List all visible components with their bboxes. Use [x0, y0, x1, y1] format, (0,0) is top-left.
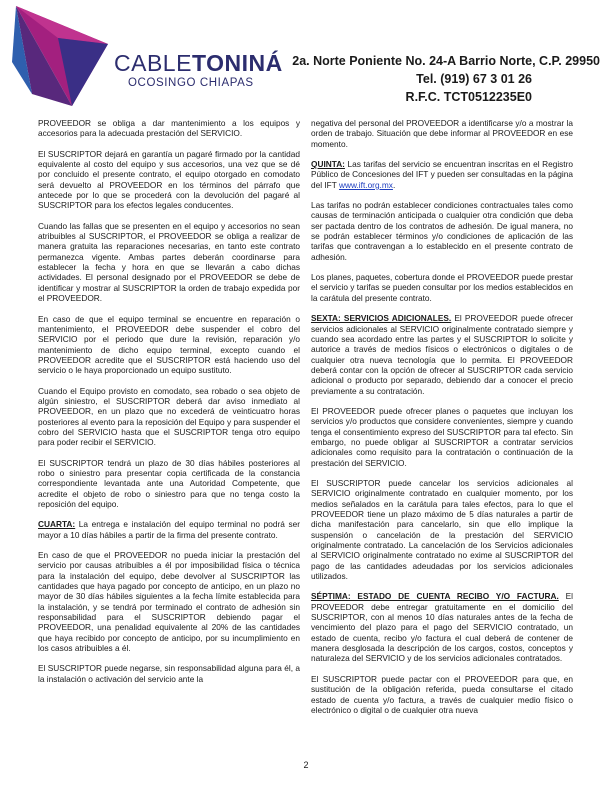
- brand-name: [114, 52, 283, 75]
- contact-info: [260, 52, 600, 106]
- paragraph: [38, 386, 300, 448]
- clause-heading: SÉPTIMA: ESTADO DE CUENTA RECIBO Y/O FACTURA.: [311, 591, 559, 602]
- paragraph-tail: .: [392, 179, 396, 190]
- paragraph-text: El SUSCRIPTOR tendrá un plazo de 30 días hábiles posteriores al robo o siniestro para presentar copia certificada de la constancia correspondiente levantada ante una Autoridad Competente, que acredite el objeto de robo o siniestro para que no tenga costo la reposición del equipo.: [38, 457, 300, 509]
- paragraph-text: negativa del personal del PROVEEDOR a identificarse y/o a mostrar la orden de trabajo. Situación que debe informar al PROVEEDOR en ese momento.: [311, 118, 573, 149]
- paragraph: [311, 406, 573, 468]
- paragraph: [311, 159, 573, 190]
- paragraph-text: La entrega e instalación del equipo terminal no podrá ser mayor a 10 días hábiles a partir de la firma del presente contrato.: [38, 519, 300, 540]
- paragraph: [311, 674, 573, 715]
- brand-name-light: CABLE: [114, 50, 192, 76]
- clause-heading: CUARTA:: [38, 519, 76, 530]
- paragraph-text: Los planes, paquetes, cobertura donde el PROVEEDOR puede prestar el servicio y tarifas se pueden consultar por los medios establecidos en la carátula del presente contrato.: [311, 272, 573, 303]
- paragraph-text: El SUSCRIPTOR puede negarse, sin responsabilidad alguna para él, a la instalación o activación del servicio ante la: [38, 663, 300, 684]
- paragraph: [311, 118, 573, 149]
- paragraph-text: Las tarifas del servicio se encuentran inscritas en el Registro Público de Concesiones del IFT y pueden ser consultadas en la página del IFT: [311, 159, 573, 190]
- left-column: [38, 118, 300, 694]
- page-number: 2: [303, 760, 309, 770]
- paragraph-text: El SUSCRIPTOR puede pactar con el PROVEEDOR para que, en sustitución de la obligación referida, pueda consultarse el citado estado de cuenta y/o factura, a través de cualquier medio físico o electrónico o digital o de cualquier otra nueva: [311, 673, 573, 715]
- paragraph: [38, 519, 300, 540]
- paragraph: [311, 200, 573, 262]
- paragraph: [38, 221, 300, 304]
- ift-website-link[interactable]: www.ift.org.mx: [338, 179, 393, 190]
- paragraph-text: El PROVEEDOR debe entregar gratuitamente en el domicilio del SUSCRIPTOR, con al menos 10 días naturales antes de la fecha de vencimiento del plazo para el pago del SERVICIO contratado, un estado de cuenta, recibo y/o factura el cual deberá de contener de manera desglosada la descripción de los cargos, costos, conceptos y naturaleza del SERVICIO y de los servicios adicionales contratados.: [311, 591, 574, 664]
- paragraph-text: PROVEEDOR se obliga a dar mantenimiento a los equipos y accesorios para la adecuada prestación del SERVICIO.: [38, 118, 300, 139]
- paragraph: [311, 313, 573, 396]
- paragraph: [311, 272, 573, 303]
- paragraph-text: El SUSCRIPTOR puede cancelar los servicios adicionales al SERVICIO originalmente contratado en cualquier momento, por los medios señalados en la carátula para tales efectos, para lo que el PROVEEDOR tiene un plazo máximo de 5 días naturales a partir de dicha manifestación para cancelarlo, sin que ello implique la suspensión o cancelación de la prestación del SERVICIO originalmente contratado. La cancelación de los Servicios adicionales al SERVICIO originalmente contratado no exime al SUSCRIPTOR del pago de las cantidades adeudadas por los servicios adicionales utilizados.: [311, 477, 573, 582]
- right-column: [311, 118, 573, 725]
- brand-name-bold: TONINÁ: [191, 50, 283, 76]
- paragraph-text: En caso de que el PROVEEDOR no pueda iniciar la prestación del servicio por causas atribuibles a él por imposibilidad física o técnica para la instalación del equipo, debe devolver al SUSCRIPTOR las cantidades que haya pagado por concepto de anticipo, en un plazo no mayor de 30 días hábiles siguientes a la fecha límite establecida para la instalación, y se tendrá por terminado el contrato de adhesión sin responsabilidad para el SUSCRIPTOR debiendo pagar el PROVEEDOR, una penalidad equivalente al 20% de las cantidades que haya recibido por concepto de anticipo, por su incumplimiento en los casos atribuibles a él.: [38, 550, 300, 654]
- rfc-line: R.F.C. TCT0512235E0: [405, 90, 532, 104]
- phone-line: Tel. (919) 67 3 01 26: [416, 72, 532, 86]
- address-line: 2a. Norte Poniente No. 24-A Barrio Norte, C.P. 29950: [292, 54, 600, 68]
- paragraph-text: En caso de que el equipo terminal se encuentre en reparación o mantenimiento, el PROVEEDOR debe suspender el cobro del SERVICIO por el periodo que dure la revisión, reparación y/o mantenimiento de dicho equipo terminal, excepto cuando el PROVEEDOR acredite que el SUSCRIPTOR está haciendo uso del servicio o le haya proporcionado un equipo sustituto.: [38, 313, 300, 376]
- cable-tonina-logo-icon: [10, 2, 114, 110]
- paragraph: [38, 118, 300, 139]
- clause-heading: SEXTA: SERVICIOS ADICIONALES.: [311, 313, 452, 324]
- paragraph-text: El PROVEEDOR puede ofrecer servicios adicionales al SERVICIO originalmente contratado siempre y cuando sea acordado entre las partes y el SUSCRIPTOR lo solicite y autorice a través de medios físicos o electrónicos o digitales o de cualquier otra nueva tecnología que lo permita. El PROVEEDOR deberá contar con la opción de ofrecer al SUSCRIPTOR cada servicio adicional o producto por separado, debiendo dar a conocer el precio previamente a su contratación.: [311, 313, 573, 396]
- paragraph-text: Cuando las fallas que se presenten en el equipo y accesorios no sean atribuibles al SUSCRIPTOR, el PROVEEDOR se obliga a realizar de manera gratuita las reparaciones necesarias, en tanto este contrato permanezca vigente. Ambas partes deberán coordinarse para establecer la fecha y hora en que se llevarán a cabo dichas actividades. El personal designado por el PROVEEDOR se debe de identificar y mostrar al SUSCRIPTOR la orden de trabajo expedida por el PROVEEDOR.: [38, 220, 300, 304]
- paragraph: [38, 314, 300, 376]
- paragraph: [38, 663, 300, 684]
- paragraph: [311, 478, 573, 581]
- paragraph: [38, 149, 300, 211]
- paragraph: [38, 550, 300, 653]
- clause-heading: QUINTA:: [311, 159, 345, 170]
- paragraph: [38, 458, 300, 510]
- paragraph: [311, 591, 573, 663]
- brand-subtitle: OCOSINGO CHIAPAS: [128, 77, 254, 89]
- paragraph-text: El PROVEEDOR puede ofrecer planes o paquetes que incluyan los servicios y/o productos que considere convenientes, siempre y cuando tenga el consentimiento expreso del SUSCRIPTOR para tal efecto. Sin embargo, no puede obligar al SUSCRIPTOR a contratar servicios adicionales como requisito para la contratación o continuación de la prestación del SERVICIO.: [311, 405, 573, 468]
- letterhead: [0, 0, 612, 112]
- paragraph-text: Cuando el Equipo provisto en comodato, sea robado o sea objeto de algún siniestro, el SUSCRIPTOR deberá dar aviso inmediato al PROVEEDOR, en un plazo que no excederá de veinticuatro horas posteriores al evento para la reposición del Equipo y para suspender el cobro del SERVICIO hasta que el SUSCRIPTOR tenga otro equipo para poder recibir el SERVICIO.: [38, 385, 300, 448]
- paragraph-text: Las tarifas no podrán establecer condiciones contractuales tales como causas de terminación anticipada o cualquier otra condición que deba ser pactada dentro de los contratos de adhesión. De igual manera, no se podrán establecer términos y/o condiciones de aplicación de las tarifas que contravengan a lo establecido en el presente contrato de adhesión.: [311, 200, 573, 262]
- paragraph-text: El SUSCRIPTOR dejará en garantía un pagaré firmado por la cantidad equivalente al costo del equipo y sus accesorios, una vez que se dé por concluido el presente contrato, el equipo otorgado en comodato será devuelto al PROVEEDOR en los términos del párrafo que antecede por lo que se procederá con la devolución del pagaré al SUSCRIPTOR para los efectos legales conducentes.: [38, 148, 300, 211]
- brand-block: [114, 52, 283, 89]
